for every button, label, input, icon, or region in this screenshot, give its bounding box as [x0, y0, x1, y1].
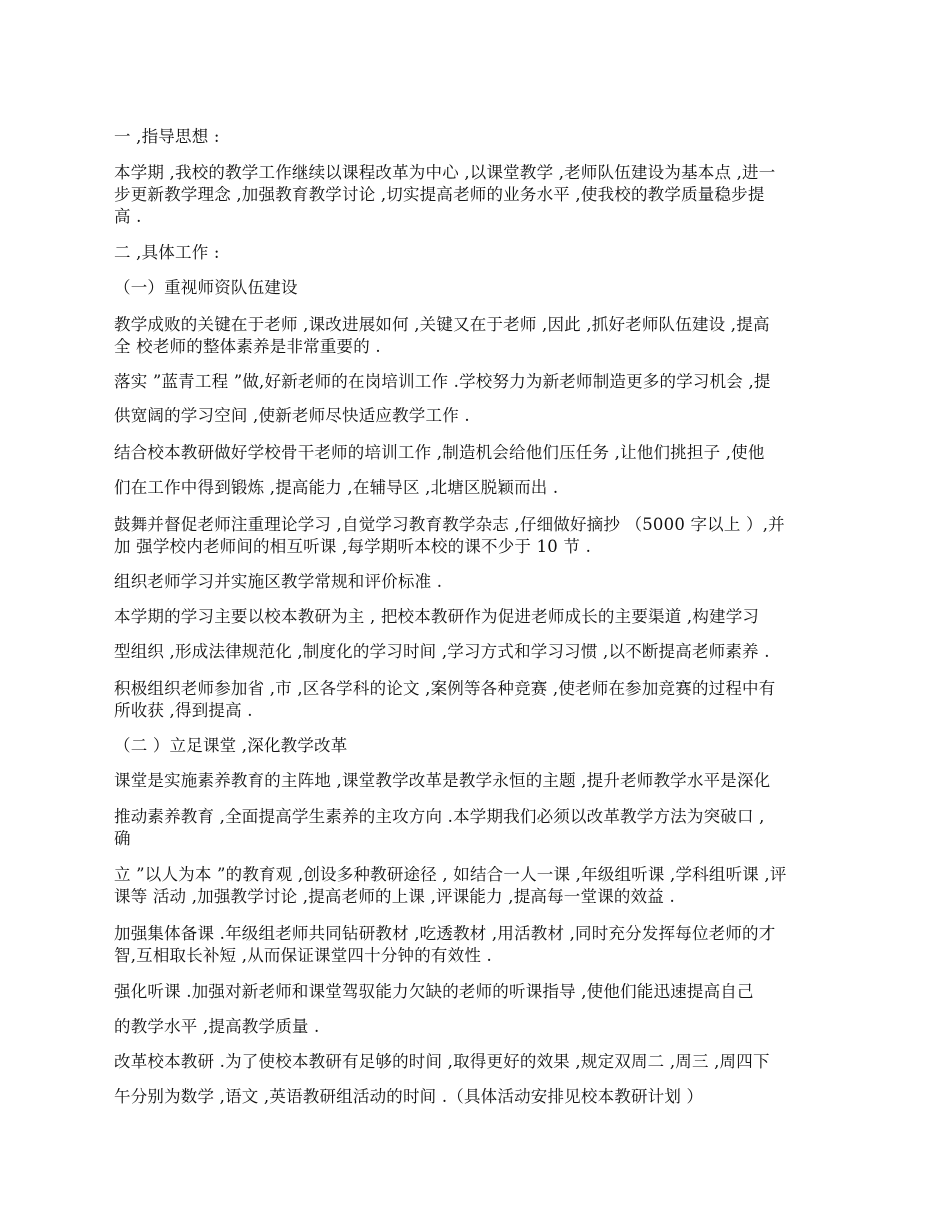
paragraph-line: 改革校本教研 .为了使校本教研有足够的时间 ,取得更好的效果 ,规定双周二 ,周三 ,周四下 [114, 1052, 770, 1071]
paragraph-line: 推动素养教育 ,全面提高学生素养的主攻方向 .本学期我们必须以改革教学方法为突破口 , [114, 807, 765, 826]
paragraph-line: 高 . [114, 207, 142, 226]
paragraph-line: 本学期 ,我校的教学工作继续以课程改革为中心 ,以课堂教学 ,老师队伍建设为基本点 ,进一 [114, 163, 776, 182]
paragraph-line: 鼓舞并督促老师注重理论学习 ,自觉学习教育教学杂志 ,仔细做好摘抄 （5000 字以上 ）,并 [114, 515, 785, 534]
paragraph-line: 本学期的学习主要以校本教研为主 , 把校本教研作为促进老师成长的主要渠道 ,构建学习 [114, 607, 760, 626]
paragraph-line: 午分别为数学 ,语文 ,英语教研组活动的时间 .（具体活动安排见校本教研计划 ） [114, 1087, 704, 1106]
paragraph-line: 全 校老师的整体素养是非常重要的 . [114, 337, 381, 356]
paragraph-line: 加 强学校内老师间的相互听课 ,每学期听本校的课不少于 10 节 . [114, 537, 592, 556]
paragraph-line: 课等 活动 ,加强教学讨论 ,提高老师的上课 ,评课能力 ,提高每一堂课的效益 . [114, 887, 675, 906]
section-heading-specific-work: 二 ,具体工作 : [114, 243, 220, 262]
paragraph-line: 课堂是实施素养教育的主阵地 ,课堂教学改革是教学永恒的主题 ,提升老师教学水平是深化 [114, 771, 771, 790]
paragraph-line: 们在工作中得到锻炼 ,提高能力 ,在辅导区 ,北塘区脱颖而出 . [114, 478, 559, 497]
subsection-heading-classroom-reform: （二 ）立足课堂 ,深化教学改革 [114, 736, 348, 755]
paragraph-line: 立 ”以人为本 ”的教育观 ,创设多种教研途径 , 如结合一人一课 ,年级组听课 ,学科组听课 ,评 [114, 865, 787, 884]
paragraph-line: 结合校本教研做好学校骨干老师的培训工作 ,制造机会给他们压任务 ,让他们挑担子 ,使他 [114, 443, 765, 462]
paragraph-line: 积极组织老师参加省 ,市 ,区各学科的论文 ,案例等各种竞赛 ,使老师在参加竞赛的过程中有 [114, 679, 776, 698]
paragraph-line: 型组织 ,形成法律规范化 ,制度化的学习时间 ,学习方式和学习习惯 ,以不断提高老师素养 . [114, 642, 770, 661]
paragraph-line: 确 [114, 829, 131, 848]
paragraph-line: 的教学水平 ,提高教学质量 . [114, 1017, 320, 1036]
paragraph-line: 落实 ”蓝青工程 ”做,好新老师的在岗培训工作 .学校努力为新老师制造更多的学习机会 ,提 [114, 372, 771, 391]
paragraph-line: 供宽阔的学习空间 ,使新老师尽快适应教学工作 . [114, 406, 470, 425]
section-heading-guiding-ideology: 一 ,指导思想 : [114, 127, 220, 146]
paragraph-line: 组织老师学习并实施区教学常规和评价标准 . [114, 572, 443, 591]
paragraph-line: 加强集体备课 .年级组老师共同钻研教材 ,吃透教材 ,用活教材 ,同时充分发挥每位老师的才 [114, 924, 776, 943]
paragraph-line: 强化听课 .加强对新老师和课堂驾驭能力欠缺的老师的听课指导 ,使他们能迅速提高自己 [114, 982, 754, 1001]
subsection-heading-teacher-team: （一）重视师资队伍建设 [114, 278, 298, 297]
paragraph-line: 教学成败的关键在于老师 ,课改进展如何 ,关键又在于老师 ,因此 ,抓好老师队伍建设 ,提高 [114, 315, 770, 334]
paragraph-line: 智,互相取长补短 ,从而保证课堂四十分钟的有效性 . [114, 946, 492, 965]
paragraph-line: 步更新教学理念 ,加强教育教学讨论 ,切实提高老师的业务水平 ,使我校的教学质量稳步提 [114, 185, 765, 204]
paragraph-line: 所收获 ,得到提高 . [114, 701, 253, 720]
